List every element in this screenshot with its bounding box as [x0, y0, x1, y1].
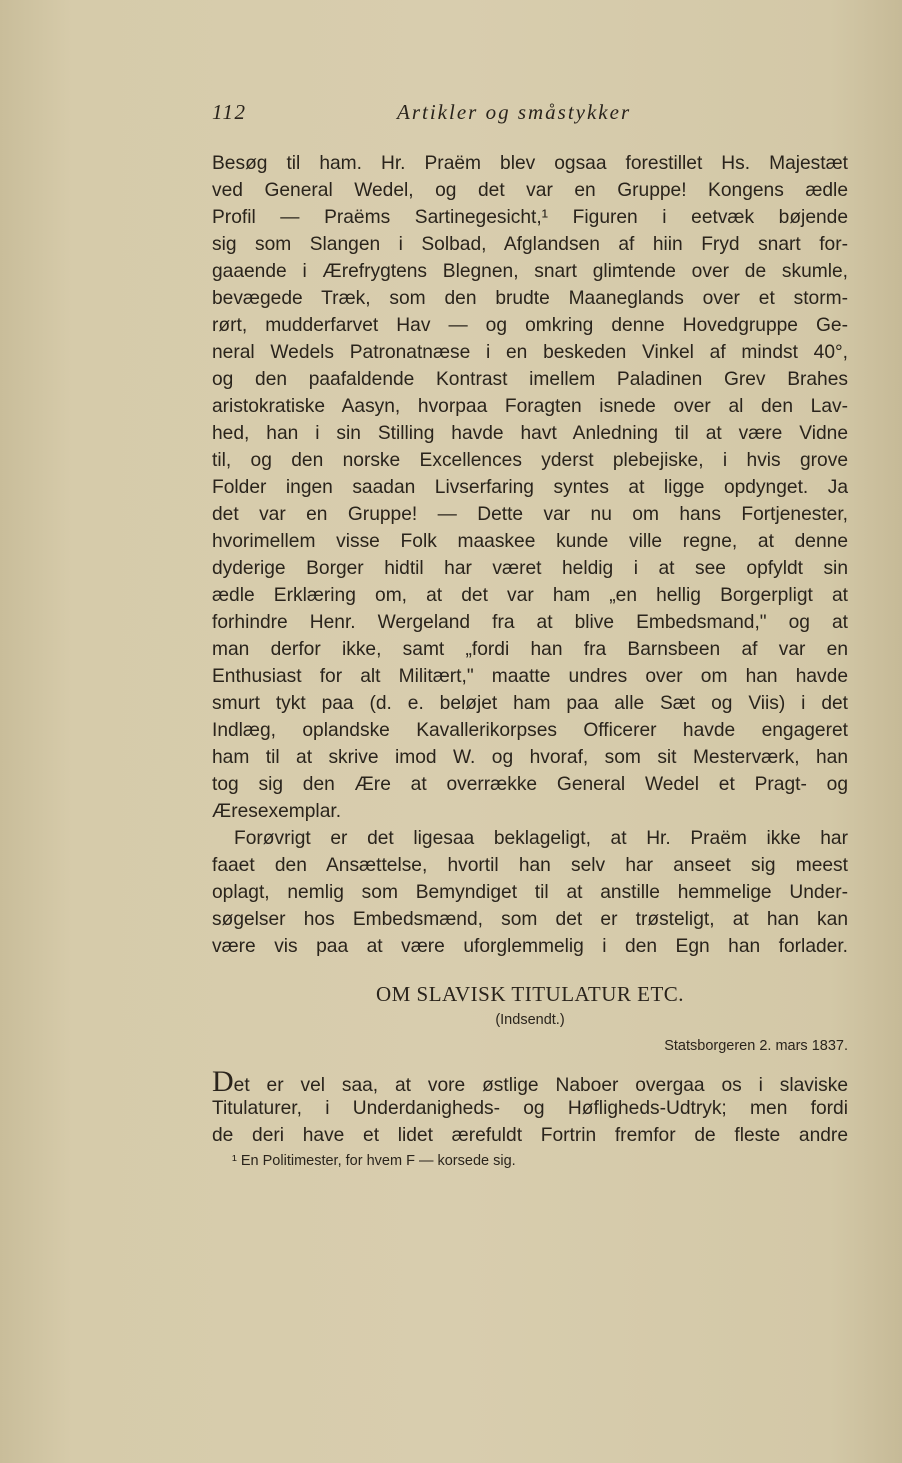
- footnote: [232, 1153, 848, 1169]
- text-line-with-dropcap: [212, 1065, 848, 1098]
- text-line: ædle Erklæring om, at det var ham „en hellig Borgerpligt at: [212, 585, 848, 606]
- text-line: Enthusiast for alt Militært," maatte undres over om han havde: [212, 666, 848, 687]
- text-line: Profil — Praëms Sartinegesicht,¹ Figuren i eetvæk bøjende: [212, 207, 848, 228]
- text-line: Indlæg, oplandske Kavallerikorpses Officerer havde engageret: [212, 720, 848, 741]
- section-source: Statsborgeren 2. mars 1837.: [664, 1038, 848, 1054]
- text-line: faaet den Ansættelse, hvortil han selv har anseet sig meest: [212, 855, 848, 876]
- text-line: dyderige Borger hidtil har været heldig i at see opfyldt sin: [212, 558, 848, 579]
- running-head: [212, 100, 848, 130]
- footnote-marker: ¹: [232, 1153, 237, 1169]
- running-title: Artikler og småstykker: [397, 100, 632, 124]
- text-line: oplagt, nemlig som Bemyndiget til at anstille hemmelige Under-: [212, 882, 848, 903]
- text-line: aristokratiske Aasyn, hvorpaa Foragten isnede over al den Lav-: [212, 396, 848, 417]
- text-line: og den paafaldende Kontrast imellem Paladinen Grev Brahes: [212, 369, 848, 390]
- text-line: Besøg til ham. Hr. Praëm blev ogsaa forestillet Hs. Majestæt: [212, 153, 848, 174]
- page-number: 112: [212, 100, 247, 124]
- text-line: sig som Slangen i Solbad, Afglandsen af hiin Fryd snart for-: [212, 234, 848, 255]
- text-line: ved General Wedel, og det var en Gruppe! Kongens ædle: [212, 180, 848, 201]
- drop-cap: D: [212, 1065, 234, 1098]
- text-line: man derfor ikke, samt „fordi han fra Barnsbeen af var en: [212, 639, 848, 660]
- second-article-body: [212, 1065, 848, 1149]
- text-line: neral Wedels Patronatnæse i en beskeden Vinkel af mindst 40°,: [212, 342, 848, 363]
- section-subtitle: (Indsendt.): [495, 1012, 565, 1028]
- text-line: hed, han i sin Stilling havde havt Anledning til at være Vidne: [212, 423, 848, 444]
- text-line: Æresexemplar.: [212, 801, 342, 822]
- section-title: OM SLAVISK TITULATUR ETC.: [375, 982, 685, 1006]
- text-line: være vis paa at være uforglemmelig i den Egn han forlader.: [212, 936, 848, 957]
- text-line: bevægede Træk, som den brudte Maaneglands over et storm-: [212, 288, 848, 309]
- first-line-rest: et er vel saa, at vore østlige Naboer overgaa os i slaviske: [233, 1075, 848, 1096]
- text-line: tog sig den Ære at overrække General Wedel et Pragt- og: [212, 774, 848, 795]
- text-line: Forøvrigt er det ligesaa beklageligt, at Hr. Praëm ikke har: [234, 828, 848, 849]
- text-line: forhindre Henr. Wergeland fra at blive Embedsmand," og at: [212, 612, 848, 633]
- text-line: søgelser hos Embedsmænd, som det er trøsteligt, at han kan: [212, 909, 848, 930]
- text-line: gaaende i Ærefrygtens Blegnen, snart glimtende over de skumle,: [212, 261, 848, 282]
- text-line: Folder ingen saadan Livserfaring syntes at ligge opdynget. Ja: [212, 477, 848, 498]
- text-line: smurt tykt paa (d. e. beløjet ham paa alle Sæt og Viis) i det: [212, 693, 848, 714]
- footnote-text: En Politimester, for hvem F — korsede sig.: [240, 1153, 516, 1169]
- text-line: det var en Gruppe! — Dette var nu om hans Fortjenester,: [212, 504, 848, 525]
- text-line: hvorimellem visse Folk maaskee kunde ville regne, at denne: [212, 531, 848, 552]
- text-line: de deri have et lidet ærefuldt Fortrin fremfor de fleste andre: [212, 1125, 848, 1146]
- text-line: Titulaturer, i Underdanigheds- og Høfligheds-Udtryk; men fordi: [212, 1098, 848, 1119]
- text-line: til, og den norske Excellences yderst plebejiske, i hvis grove: [212, 450, 848, 471]
- article-body: [212, 150, 848, 960]
- text-line: rørt, mudderfarvet Hav — og omkring denne Hovedgruppe Ge-: [212, 315, 848, 336]
- text-line: ham til at skrive imod W. og hvoraf, som sit Mesterværk, han: [212, 747, 848, 768]
